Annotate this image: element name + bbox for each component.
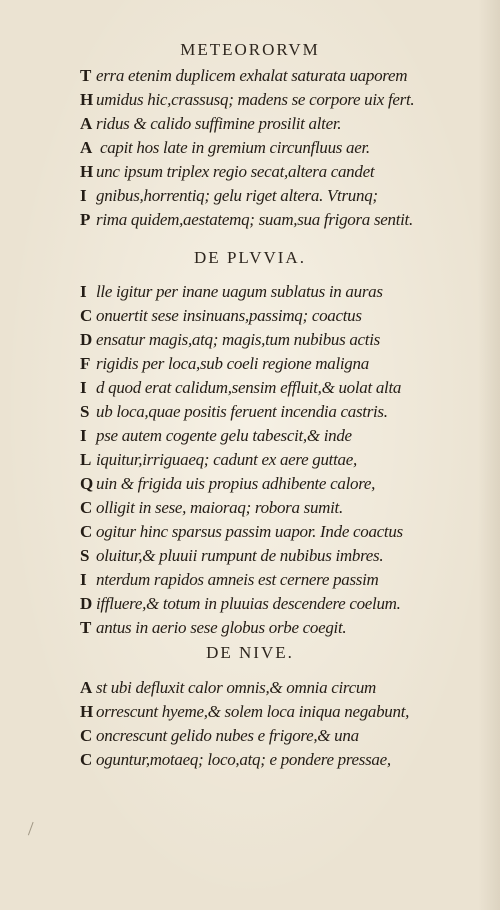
verse-text: antus in aerio sese globus orbe coegit. (96, 618, 347, 637)
verse-initial: C (80, 522, 92, 541)
verse-line (80, 88, 490, 112)
verse-initial: Q (80, 474, 93, 493)
running-head: METEORORVM (180, 40, 320, 59)
verse-initial: I (80, 186, 87, 205)
verse-initial: S (80, 402, 90, 421)
verse-line (80, 304, 490, 328)
verse-text: ogitur hinc sparsus passim uapor. Inde coactus (96, 522, 403, 541)
verse-initial: L (80, 450, 92, 469)
verse-text: rigidis per loca,sub coeli regione maligna (96, 354, 369, 373)
verse-text: unc ipsum triplex regio secat,altera candet (96, 162, 375, 181)
verse-initial: C (80, 498, 92, 517)
verse-text: umidus hic,crassusq; madens se corpore uix fert. (96, 90, 415, 109)
verse-line (80, 400, 490, 424)
verse-initial: I (80, 570, 87, 589)
verse-initial: A (80, 114, 92, 133)
verse-text: pse autem cogente gelu tabescit,& inde (96, 426, 352, 445)
verse-text: onuertit sese insinuans,passimq; coactus (96, 306, 362, 325)
verse-initial: C (80, 750, 92, 769)
verse-line (80, 520, 490, 544)
verse-line (80, 424, 490, 448)
verse-initial: P (80, 210, 91, 229)
verse-line (80, 748, 490, 772)
verse-line (80, 616, 490, 640)
verse-text: ensatur magis,atq; magis,tum nubibus actis (96, 330, 380, 349)
section-title-nive: DE NIVE. (206, 643, 294, 662)
verse-text: iffluere,& totum in pluuias descendere coelum. (96, 594, 401, 613)
verse-initial: A (80, 678, 92, 697)
verse-text: gnibus,horrentiq; gelu riget altera. Vtrunq; (96, 186, 378, 205)
verse-line (80, 184, 490, 208)
verse-line (80, 448, 490, 472)
verse-initial: I (80, 426, 87, 445)
verse-initial: C (80, 726, 92, 745)
verse-initial: T (80, 66, 92, 85)
verse-line (80, 280, 490, 304)
verse-text: d quod erat calidum,sensim effluit,& uolat alta (96, 378, 402, 397)
verse-text: ridus & calido suffimine prosilit alter. (96, 114, 342, 133)
verse-line (80, 700, 490, 724)
verse-initial: H (80, 90, 93, 109)
verse-text: olligit in sese, maioraq; robora sumit. (96, 498, 343, 517)
verse-text: oncrescunt gelido nubes e frigore,& una (96, 726, 359, 745)
verse-line (80, 592, 490, 616)
verse-text: rima quidem,aestatemq; suam,sua frigora sentit. (96, 210, 413, 229)
verse-text: erra etenim duplicem exhalat saturata uaporem (96, 66, 408, 85)
verse-text: oguntur,motaeq; loco,atq; e pondere pressae, (96, 750, 391, 769)
verse-text: oluitur,& pluuii rumpunt de nubibus imbres. (96, 546, 384, 565)
verse-line (80, 328, 490, 352)
verse-initial: C (80, 306, 92, 325)
verse-initial: S (80, 546, 90, 565)
verse-line (80, 208, 490, 232)
verse-line (80, 676, 490, 700)
verse-initial: F (80, 354, 91, 373)
verse-text: st ubi defluxit calor omnis,& omnia circum (96, 678, 376, 697)
verse-line (80, 352, 490, 376)
verse-line (80, 64, 490, 88)
verse-text: capit hos late in gremium circunfluus aer. (96, 138, 370, 157)
verse-line (80, 472, 490, 496)
verse-line (80, 376, 490, 400)
margin-pen-mark (28, 822, 41, 838)
verse-initial: I (80, 282, 87, 301)
verse-line (80, 724, 490, 748)
verse-initial: A (80, 138, 92, 157)
verse-text: uin & frigida uis propius adhibente calore, (96, 474, 376, 493)
verse-text: nterdum rapidos amneis est cernere passim (96, 570, 379, 589)
verse-initial: I (80, 378, 87, 397)
verse-line (80, 544, 490, 568)
verse-text: ub loca,quae positis feruent incendia castris. (96, 402, 388, 421)
verse-line (80, 496, 490, 520)
verse-line (80, 136, 490, 160)
section-title-pluvia: DE PLVVIA. (194, 248, 306, 267)
verse-line (80, 112, 490, 136)
verse-initial: D (80, 594, 92, 613)
verse-line (80, 568, 490, 592)
verse-initial: H (80, 702, 93, 721)
verse-text: orrescunt hyeme,& solem loca iniqua negabunt, (96, 702, 410, 721)
verse-initial: H (80, 162, 93, 181)
verse-text: lle igitur per inane uagum sublatus in auras (96, 282, 383, 301)
verse-initial: D (80, 330, 92, 349)
verse-text: iquitur,irriguaeq; cadunt ex aere guttae, (96, 450, 357, 469)
verse-line (80, 160, 490, 184)
verse-initial: T (80, 618, 92, 637)
